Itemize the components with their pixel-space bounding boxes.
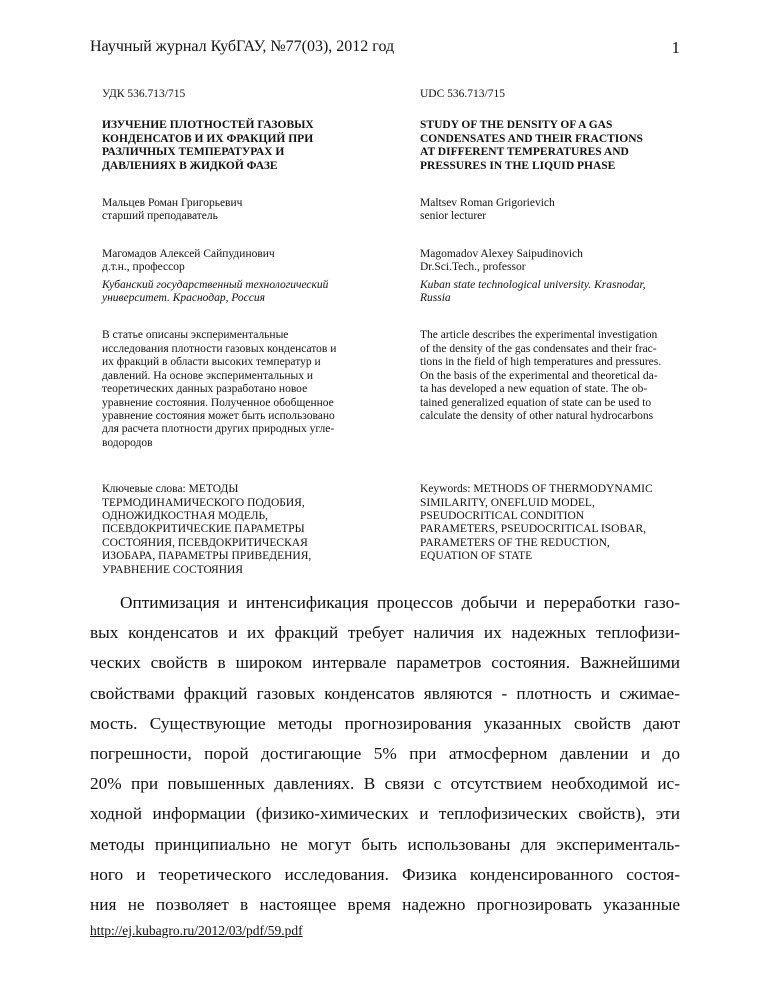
- abstract-row: [102, 329, 682, 450]
- author-role: senior lecturer: [420, 210, 487, 223]
- affiliation-ru: [102, 279, 370, 306]
- keywords-line: ПСЕВДОКРИТИЧЕСКИЕ ПАРАМЕТРЫ: [102, 523, 305, 536]
- title-line: PRESSURES IN THE LIQUID PHASE: [420, 159, 616, 172]
- udc-en: UDC 536.713/715: [420, 88, 505, 100]
- author-name: Maltsev Roman Grigorievich: [420, 197, 555, 210]
- page-header: [90, 38, 680, 64]
- title-line: КОНДЕНСАТОВ И ИХ ФРАКЦИЙ ПРИ: [102, 132, 314, 145]
- affiliation-line: Russia: [420, 292, 451, 305]
- title-row: [102, 119, 682, 173]
- body-line: вых конденсатов и их фракций требует наличия их надежных теплофизи-: [90, 623, 680, 643]
- abstract-line: водородов: [102, 436, 153, 449]
- title-ru: [102, 119, 370, 173]
- affiliation-line: университет. Краснодар, Россия: [102, 292, 265, 305]
- body-line: 20% при повышенных давлениях. В связи с отсутствием необходимой ис-: [90, 774, 680, 794]
- author1-ru: [102, 197, 370, 224]
- author1-row: [102, 197, 682, 224]
- abstract-line: of the density of the gas condensates and their frac-: [420, 342, 657, 355]
- body-paragraph: [90, 588, 680, 920]
- body-line: методы принципиально не могут быть использованы для эксперименталь-: [90, 834, 680, 854]
- abstract-line: уравнение состояния. Полученное обобщенное: [102, 396, 334, 409]
- body-line: ния не позволяет в настоящее время надежно прогнозировать указанные: [90, 894, 680, 914]
- abstract-line: ta has developed a new equation of state. The ob-: [420, 383, 648, 396]
- author-role: д.т.н., профессор: [102, 261, 185, 274]
- title-en: [420, 119, 682, 173]
- keywords-line: PARAMETERS, PSEUDOCRITICAL ISOBAR,: [420, 523, 646, 536]
- keywords-line: ОДНОЖИДКОСТНАЯ МОДЕЛЬ,: [102, 509, 268, 522]
- keywords-en: [420, 483, 682, 577]
- title-line: ДАВЛЕНИЯХ В ЖИДКОЙ ФАЗЕ: [102, 159, 278, 172]
- keywords-line: ТЕРМОДИНАМИЧЕСКОГО ПОДОБИЯ,: [102, 496, 305, 509]
- author-name: Магомадов Алексей Сайпудинович: [102, 247, 275, 260]
- keywords-line: Keywords: METHODS OF THERMODYNAMIC: [420, 483, 653, 496]
- affiliation-line: Kuban state technological university. Krasnodar,: [420, 278, 646, 291]
- title-line: AT DIFFERENT TEMPERATURES AND: [420, 146, 629, 159]
- abstract-line: для расчета плотности других природных угле-: [102, 423, 335, 436]
- keywords-line: УРАВНЕНИЕ СОСТОЯНИЯ: [102, 563, 243, 576]
- keywords-line: ИЗОБАРА, ПАРАМЕТРЫ ПРИВЕДЕНИЯ,: [102, 550, 312, 563]
- author2-ru: [102, 248, 370, 275]
- abstract-ru: [102, 329, 370, 450]
- abstract-en: [420, 329, 682, 450]
- title-line: STUDY OF THE DENSITY OF A GAS: [420, 119, 613, 132]
- abstract-line: tions in the field of high temperatures and pressures.: [420, 356, 662, 369]
- journal-title: Научный журнал КубГАУ, №77(03), 2012 год: [90, 38, 395, 55]
- abstract-line: The article describes the experimental investigation: [420, 329, 658, 342]
- affiliation-line: Кубанский государственный технологический: [102, 278, 329, 291]
- abstract-line: On the basis of the experimental and theoretical da-: [420, 369, 658, 382]
- author2-en: [420, 248, 682, 275]
- udc-ru: УДК 536.713/715: [102, 88, 186, 100]
- abstract-line: исследования плотности газовых конденсатов и: [102, 342, 337, 355]
- keywords-line: PARAMETERS OF THE REDUCTION,: [420, 536, 610, 549]
- body-line: свойствами фракций газовых конденсатов являются - плотность и сжимае-: [90, 683, 680, 703]
- author2-row: [102, 248, 682, 275]
- author-role: Dr.Sci.Tech., professor: [420, 261, 526, 274]
- abstract-line: tained generalized equation of state can be used to: [420, 396, 652, 409]
- body-line: мость. Существующие методы прогнозирования указанных свойств дают: [90, 713, 680, 733]
- title-line: CONDENSATES AND THEIR FRACTIONS: [420, 132, 643, 145]
- abstract-line: теоретических данных разработано новое: [102, 383, 308, 396]
- abstract-line: давлений. На основе экспериментальных и: [102, 369, 314, 382]
- keywords-line: EQUATION OF STATE: [420, 550, 533, 563]
- title-line: ИЗУЧЕНИЕ ПЛОТНОСТЕЙ ГАЗОВЫХ: [102, 119, 314, 132]
- page-number: 1: [671, 38, 680, 57]
- abstract-line: уравнение состояния может быть использовано: [102, 409, 335, 422]
- body-line: ходной информации (физико-химических и теплофизических свойств), эти: [90, 804, 680, 824]
- abstract-line: их фракций в области высоких температур и: [102, 356, 321, 369]
- keywords-line: PSEUDOCRITICAL CONDITION: [420, 509, 585, 522]
- keywords-ru: [102, 483, 370, 577]
- affiliation-en: [420, 279, 682, 306]
- author-role: старший преподаватель: [102, 210, 218, 223]
- title-line: РАЗЛИЧНЫХ ТЕМПЕРАТУРАХ И: [102, 146, 285, 159]
- affiliation-row: [102, 279, 682, 306]
- keywords-row: [102, 483, 682, 577]
- keywords-line: СОСТОЯНИЯ, ПСЕВДОКРИТИЧЕСКАЯ: [102, 536, 308, 549]
- article-metadata: [102, 88, 682, 577]
- keywords-line: Ключевые слова: МЕТОДЫ: [102, 483, 239, 496]
- body-line: Оптимизация и интенсификация процессов добычи и переработки газо-: [120, 593, 680, 612]
- body-line: ного и теоретического исследования. Физика конденсированного состоя-: [90, 864, 680, 884]
- author1-en: [420, 197, 682, 224]
- body-line: ческих свойств в широком интервале параметров состояния. Важнейшими: [90, 653, 680, 673]
- udc-row: [102, 88, 682, 101]
- body-line: погрешности, порой достигающие 5% при атмосферном давлении и до: [90, 743, 680, 763]
- footer-url-link[interactable]: http://ej.kubagro.ru/2012/03/pdf/59.pdf: [90, 923, 303, 938]
- author-name: Magomadov Alexey Saipudinovich: [420, 247, 583, 260]
- abstract-line: calculate the density of other natural hydrocarbons: [420, 409, 654, 422]
- author-name: Мальцев Роман Григорьевич: [102, 197, 243, 210]
- keywords-line: SIMILARITY, ONEFLUID MODEL,: [420, 496, 595, 509]
- abstract-line: В статье описаны экспериментальные: [102, 329, 289, 342]
